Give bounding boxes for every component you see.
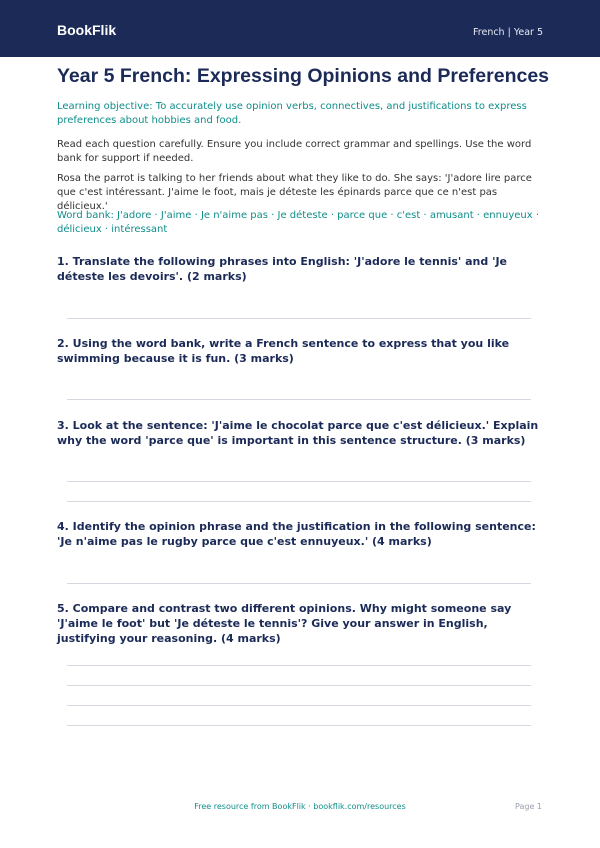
word-bank: Word bank: J'adore · J'aime · Je n'aime pas · Je déteste · parce que · c'est · amusant · ennuyeux · délicieux · intéressant xyxy=(57,210,540,235)
answer-line[interactable] xyxy=(67,318,531,319)
header-bar xyxy=(0,0,600,57)
answer-line[interactable] xyxy=(67,685,531,686)
answer-line[interactable] xyxy=(67,583,531,584)
question-4: 4. Identify the opinion phrase and the justification in the following sentence: 'Je n'aime pas le rugby parce que c'est ennuyeux.' (4 marks) xyxy=(57,520,536,548)
page-title: Year 5 French: Expressing Opinions and Preferences xyxy=(57,65,550,87)
answer-line[interactable] xyxy=(67,705,531,706)
question-5: 5. Compare and contrast two different opinions. Why might someone say 'J'aime le foot' but 'Je déteste le tennis'? Give your answer in English, justifying your reasoning. (4 marks) xyxy=(57,602,512,645)
question-3: 3. Look at the sentence: 'J'aime le chocolat parce que c'est délicieux.' Explain why the word 'parce que' is important in this sentence structure. (3 marks) xyxy=(57,419,539,447)
question-1: 1. Translate the following phrases into English: 'J'adore le tennis' and 'Je déteste les devoirs'. (2 marks) xyxy=(57,255,507,283)
page-number: Page 1 xyxy=(515,802,542,811)
answer-line[interactable] xyxy=(67,725,531,726)
header-meta: French | Year 5 xyxy=(473,27,543,38)
brand-logo[interactable]: BookFlik xyxy=(57,22,117,38)
footer-text[interactable]: Free resource from BookFlik · bookflik.com/resources xyxy=(194,802,406,811)
context-paragraph: Rosa the parrot is talking to her friends about what they like to do. She says: 'J'adore lire parce que c'est intéressant. J'aime le foot, mais je déteste les épinards parce que ce n'est pas délicieux.' xyxy=(57,173,532,212)
question-2: 2. Using the word bank, write a French sentence to express that you like swimming because it is fun. (3 marks) xyxy=(57,337,510,365)
instructions: Read each question carefully. Ensure you include correct grammar and spellings. Use the word bank for support if needed. xyxy=(57,139,532,164)
answer-line[interactable] xyxy=(67,501,531,502)
answer-line[interactable] xyxy=(67,399,531,400)
answer-line[interactable] xyxy=(67,481,531,482)
answer-line[interactable] xyxy=(67,665,531,666)
learning-objective: Learning objective: To accurately use opinion verbs, connectives, and justifications to express preferences about hobbies and food. xyxy=(57,101,527,126)
